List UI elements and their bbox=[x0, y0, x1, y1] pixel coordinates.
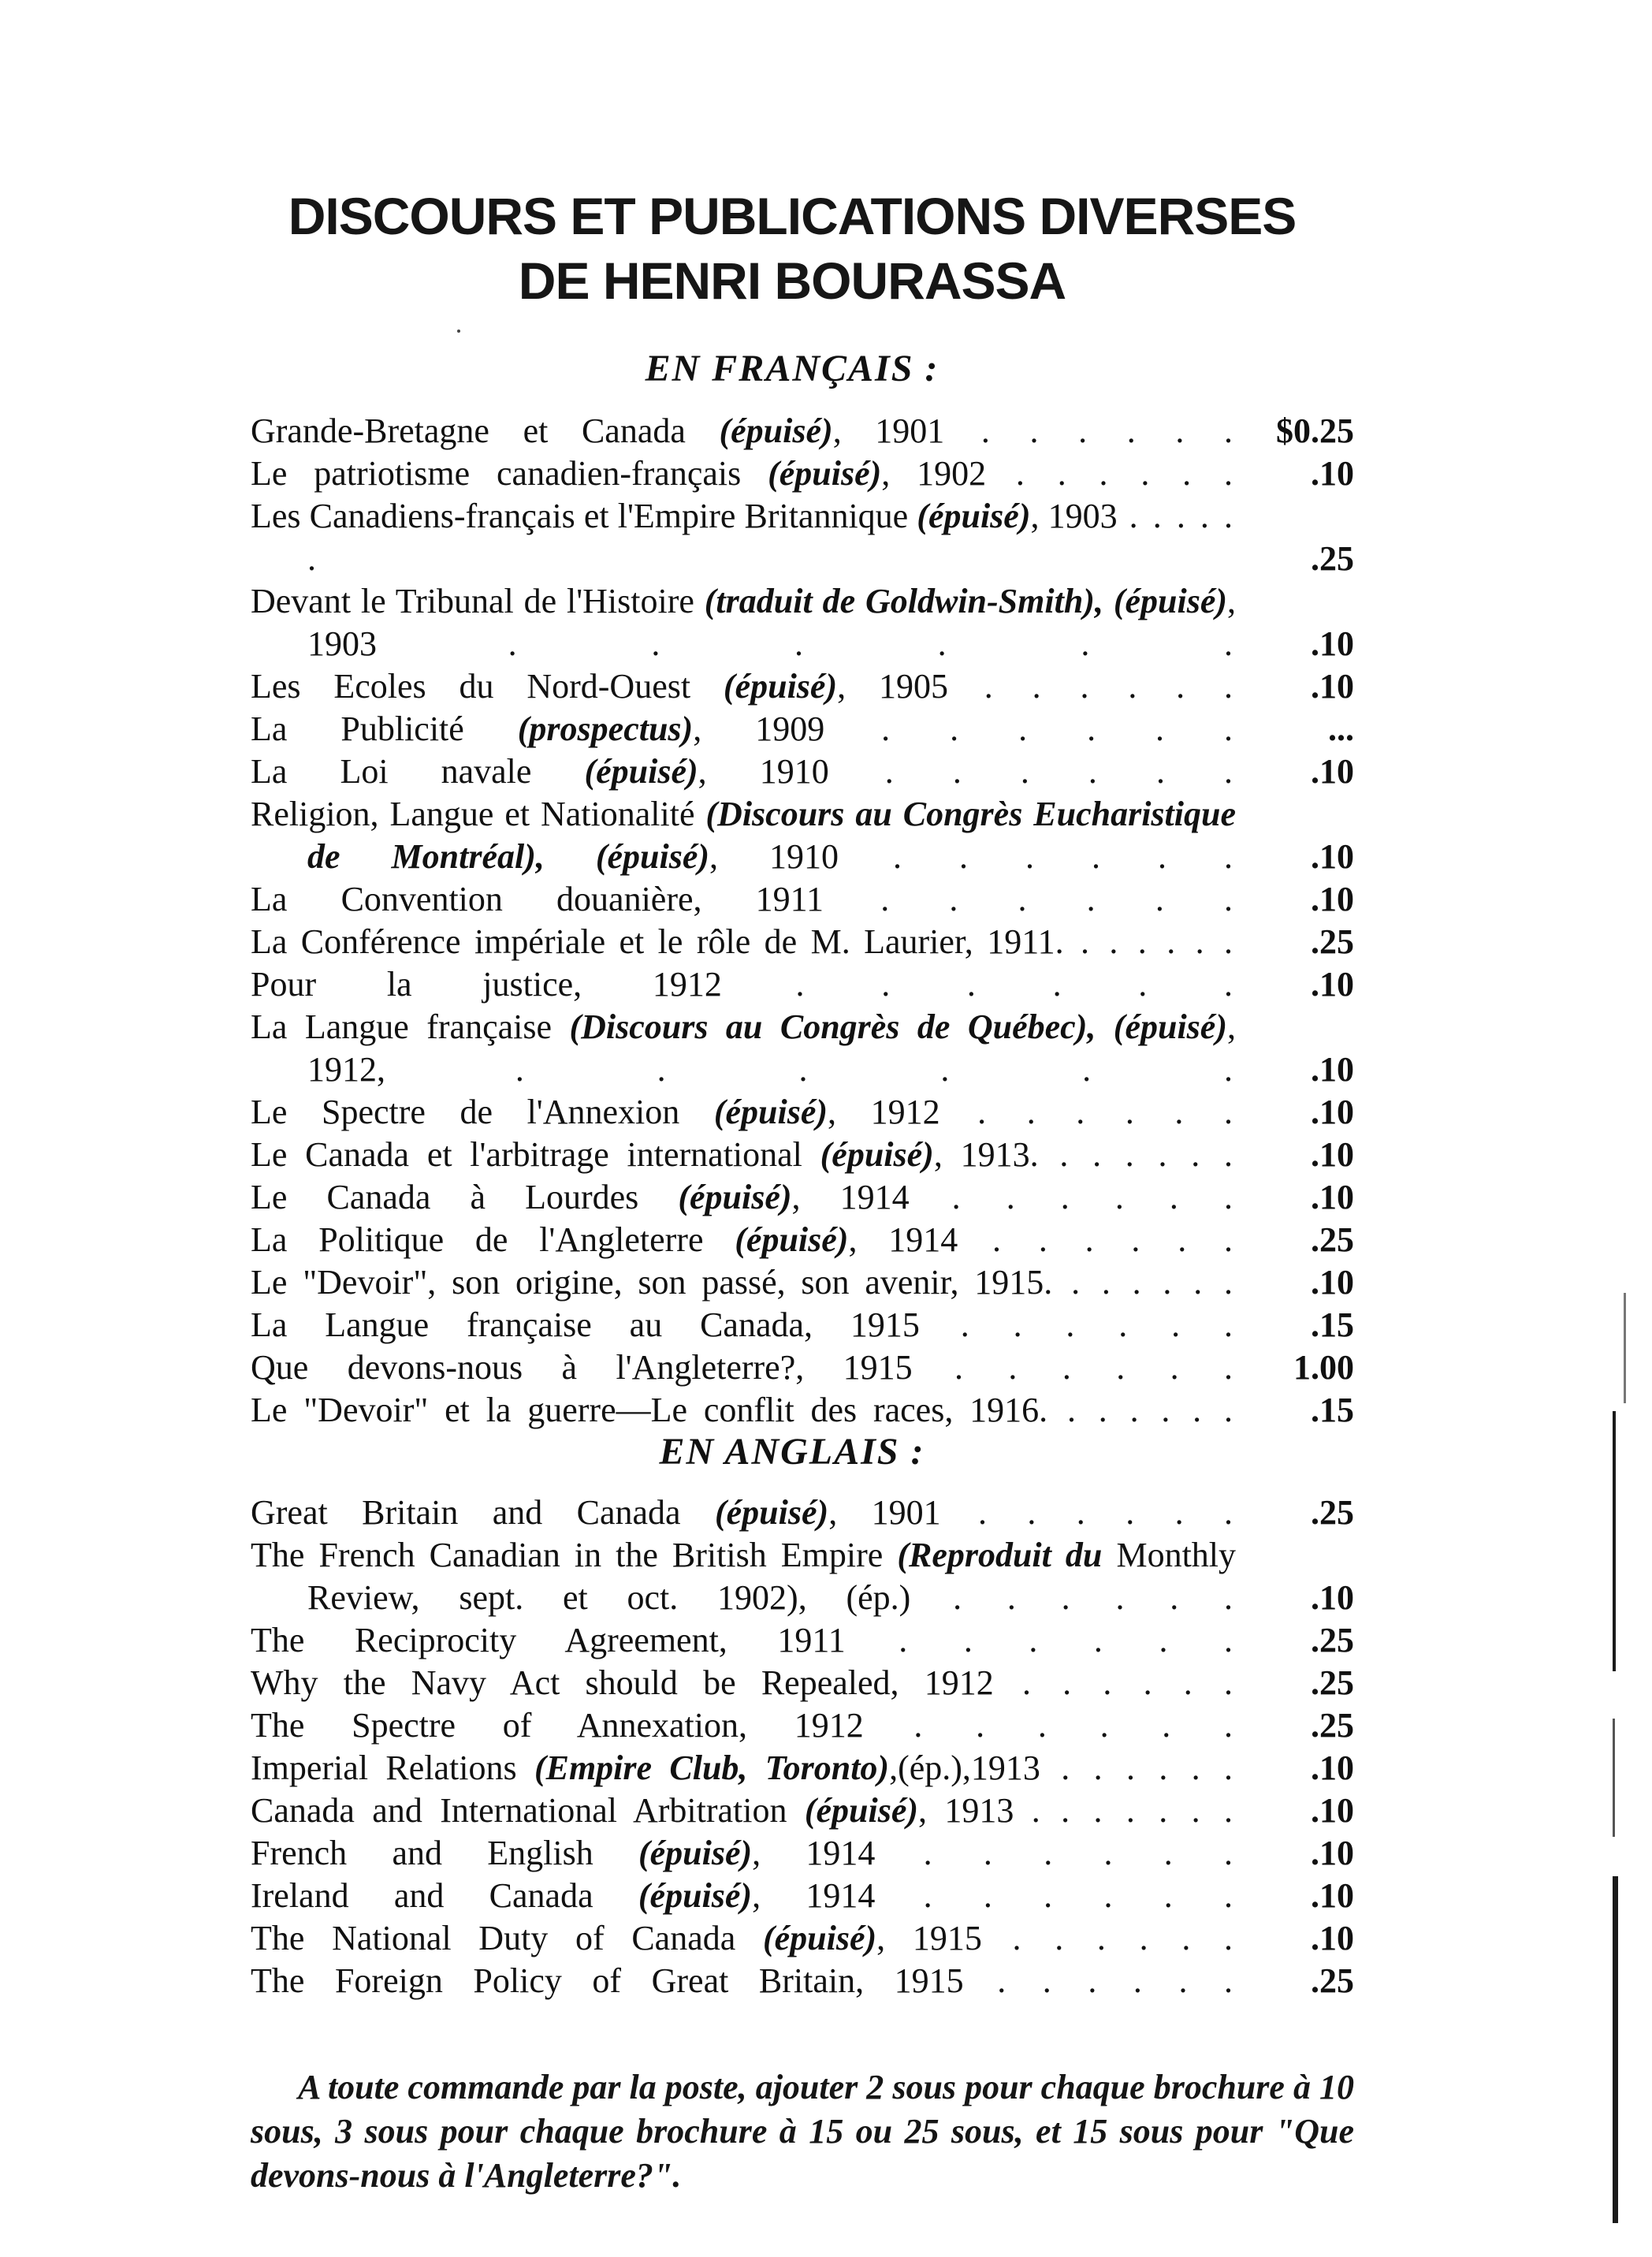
title-text: Grande-Bretagne et Canada bbox=[251, 412, 720, 450]
title-italic-note: (épuisé) bbox=[713, 1093, 828, 1131]
title-year: Monthly Review, sept. et oct. 1902), (ép.) bbox=[307, 1536, 1237, 1617]
title-text: Le Spectre de l'Annexion bbox=[251, 1093, 714, 1131]
dot-leader: . . . . . . bbox=[875, 1834, 1236, 1872]
dot-leader: . . . . . . bbox=[910, 1578, 1237, 1617]
publication-price: .25 bbox=[1311, 539, 1354, 578]
title-year: , 1910 bbox=[709, 837, 839, 876]
publication-entry bbox=[251, 793, 1354, 878]
publication-title bbox=[251, 580, 1236, 665]
publication-price: .10 bbox=[1311, 965, 1354, 1004]
publication-price: .25 bbox=[1311, 1706, 1354, 1745]
title-text: The French Canadian in the British Empire bbox=[251, 1536, 898, 1574]
publication-price: .10 bbox=[1311, 667, 1354, 706]
dot-leader: . . . . . . bbox=[875, 1876, 1237, 1915]
title-text: La Langue française au Canada, 1915 bbox=[251, 1305, 920, 1344]
publication-title bbox=[251, 1492, 1236, 1534]
title-italic-note: (Discours au Congrès Eucharistique de Montréal), (épuisé) bbox=[307, 795, 1236, 876]
publication-entry bbox=[251, 1917, 1354, 1960]
dot-leader: . . . . . . bbox=[944, 412, 1237, 450]
publication-entry bbox=[251, 963, 1354, 1006]
publication-title bbox=[251, 1219, 1236, 1261]
publication-title bbox=[251, 1875, 1236, 1917]
title-text: Ireland and Canada bbox=[251, 1876, 638, 1915]
publication-entry bbox=[251, 1619, 1354, 1662]
publication-title bbox=[251, 1304, 1236, 1346]
scan-edge-mark bbox=[1613, 1719, 1615, 1837]
page-title-line-2: DE HENRI BOURASSA bbox=[518, 251, 1066, 310]
publication-title bbox=[251, 495, 1236, 580]
publication-price: .10 bbox=[1311, 1791, 1354, 1830]
dot-leader: . . . . . . bbox=[963, 1961, 1237, 2000]
publication-title bbox=[251, 410, 1236, 453]
publication-price: .25 bbox=[1311, 1663, 1354, 1702]
title-italic-note: (Discours au Congrès de Québec), (épuisé) bbox=[569, 1007, 1227, 1046]
dot-leader: . . . . . . bbox=[981, 1919, 1237, 1957]
dot-leader: . . . . . . bbox=[1040, 1791, 1237, 1830]
title-year: , 1913. bbox=[933, 1135, 1039, 1174]
publication-title bbox=[251, 1346, 1236, 1389]
title-text: Le "Devoir" et la guerre—Le conflit des races, 1916. bbox=[251, 1391, 1048, 1429]
title-year: , 1914 bbox=[752, 1876, 876, 1915]
publication-entry bbox=[251, 1662, 1354, 1704]
title-year: , 1902 bbox=[881, 454, 987, 493]
dot-leader: . . . . . . bbox=[940, 1493, 1237, 1532]
publication-price: .10 bbox=[1311, 1093, 1354, 1131]
publication-price: .25 bbox=[1311, 1493, 1354, 1532]
title-text: La Convention douanière, 1911 bbox=[251, 880, 824, 918]
publication-list-french bbox=[251, 410, 1354, 1432]
publication-entry bbox=[251, 1134, 1354, 1176]
publication-entry bbox=[251, 1006, 1354, 1091]
title-italic-note: (épuisé) bbox=[804, 1791, 919, 1830]
dot-leader: . . . . . . bbox=[1040, 1749, 1237, 1787]
publication-entry bbox=[251, 1960, 1354, 2002]
dot-leader: . . . . . . bbox=[385, 1050, 1236, 1089]
publication-entry bbox=[251, 1832, 1354, 1875]
publication-price: .25 bbox=[1311, 922, 1354, 961]
title-text: Canada and International Arbitration bbox=[251, 1791, 805, 1830]
title-year: , 1903 bbox=[1030, 497, 1118, 535]
title-year: , 1914 bbox=[791, 1178, 910, 1216]
dot-leader: . . . . . . bbox=[1063, 922, 1237, 961]
title-text: The Spectre of Annexation, 1912 bbox=[251, 1706, 864, 1745]
publication-entry bbox=[251, 410, 1354, 453]
dot-leader: . . . . . . bbox=[721, 965, 1237, 1004]
dot-leader: . . . . . . bbox=[845, 1621, 1236, 1659]
title-text: La Politique de l'Angleterre bbox=[251, 1220, 735, 1259]
scan-edge-mark bbox=[1613, 1411, 1616, 1671]
title-italic-note: (épuisé) bbox=[678, 1178, 792, 1216]
dot-leader: . . . . . . bbox=[824, 880, 1236, 918]
publication-entry bbox=[251, 1534, 1354, 1619]
title-text: French and English bbox=[251, 1834, 638, 1872]
dot-leader: . . . . . . bbox=[1052, 1263, 1236, 1302]
publication-title bbox=[251, 1091, 1236, 1134]
title-italic-note: (traduit de Goldwin-Smith), (épuisé) bbox=[704, 582, 1227, 620]
publication-title bbox=[251, 1790, 1236, 1832]
title-year: , 1912, bbox=[307, 1007, 1236, 1089]
title-text: La Publicité bbox=[251, 710, 518, 748]
publication-title bbox=[251, 708, 1236, 750]
publication-entry bbox=[251, 1091, 1354, 1134]
page-title-line-1: DISCOURS ET PUBLICATIONS DIVERSES bbox=[288, 187, 1297, 245]
publication-price: .15 bbox=[1311, 1391, 1354, 1429]
title-italic-note: (épuisé) bbox=[768, 454, 882, 493]
title-text: Les Canadiens-français et l'Empire Britannique bbox=[251, 497, 917, 535]
publication-entry bbox=[251, 580, 1354, 665]
title-italic-note: (épuisé) bbox=[735, 1220, 849, 1259]
publication-entry bbox=[251, 708, 1354, 750]
title-year: , 1901 bbox=[832, 412, 945, 450]
publication-title bbox=[251, 1917, 1236, 1960]
publication-price: .10 bbox=[1311, 752, 1354, 791]
dot-leader: . . . . . . bbox=[1047, 1391, 1236, 1429]
publication-price: .10 bbox=[1311, 1178, 1354, 1216]
publication-price: .10 bbox=[1311, 1263, 1354, 1302]
publication-price: .10 bbox=[1311, 1834, 1354, 1872]
publication-entry bbox=[251, 665, 1354, 708]
title-text: Les Ecoles du Nord-Ouest bbox=[251, 667, 724, 706]
title-italic-note: (épuisé) bbox=[917, 497, 1031, 535]
publication-entry bbox=[251, 878, 1354, 921]
publication-price: .10 bbox=[1311, 1749, 1354, 1787]
publication-title bbox=[251, 1832, 1236, 1875]
title-year: ,(ép.),1913 bbox=[889, 1749, 1040, 1787]
publication-title bbox=[251, 1389, 1236, 1432]
title-year: , 1903 bbox=[307, 582, 1236, 663]
publication-entry bbox=[251, 495, 1354, 580]
publication-entry bbox=[251, 1704, 1354, 1747]
publication-title bbox=[251, 453, 1236, 495]
title-italic-note: (épuisé) bbox=[762, 1919, 877, 1957]
dot-leader: . . . . . . bbox=[993, 1663, 1236, 1702]
publication-price: .10 bbox=[1311, 1919, 1354, 1957]
title-text: La Langue française bbox=[251, 1007, 570, 1046]
title-year: , 1910 bbox=[698, 752, 829, 791]
title-text: The Reciprocity Agreement, 1911 bbox=[251, 1621, 846, 1659]
title-text: Le Canada et l'arbitrage international bbox=[251, 1135, 820, 1174]
scan-speck bbox=[457, 330, 460, 333]
title-text: Great Britain and Canada bbox=[251, 1493, 715, 1532]
publication-entry bbox=[251, 1492, 1354, 1534]
publication-title bbox=[251, 1534, 1236, 1619]
title-year: , 1914 bbox=[752, 1834, 876, 1872]
title-year: , 1914 bbox=[848, 1220, 958, 1259]
publication-entry bbox=[251, 453, 1354, 495]
dot-leader: . . . . . . bbox=[839, 837, 1237, 876]
dot-leader: . . . . . . bbox=[824, 710, 1236, 748]
publication-entry bbox=[251, 1176, 1354, 1219]
dot-leader: . . . . . . bbox=[377, 624, 1236, 663]
title-year: , 1901 bbox=[828, 1493, 941, 1532]
title-text: Que devons-nous à l'Angleterre?, 1915 bbox=[251, 1348, 913, 1387]
dot-leader: . . . . . . bbox=[939, 1093, 1237, 1131]
title-text: The National Duty of Canada bbox=[251, 1919, 763, 1957]
title-text: Imperial Relations bbox=[251, 1749, 534, 1787]
publication-price: .10 bbox=[1311, 454, 1354, 493]
publication-title bbox=[251, 793, 1236, 878]
title-italic-note: (épuisé) bbox=[584, 752, 698, 791]
publication-title bbox=[251, 1960, 1236, 2002]
publication-price: $0.25 bbox=[1276, 412, 1354, 450]
publication-price: .25 bbox=[1311, 1621, 1354, 1659]
title-italic-note: (épuisé) bbox=[723, 667, 838, 706]
publication-price: .10 bbox=[1311, 1578, 1354, 1617]
dot-leader: . . . . . . bbox=[307, 497, 1237, 578]
publication-title bbox=[251, 665, 1236, 708]
publication-entry bbox=[251, 1304, 1354, 1346]
publication-price: 1.00 bbox=[1293, 1348, 1354, 1387]
title-italic-note: (épuisé) bbox=[638, 1876, 753, 1915]
title-italic-note: (prospectus) bbox=[517, 710, 694, 748]
publication-price: ... bbox=[1328, 710, 1354, 748]
title-year: , 1909 bbox=[693, 710, 825, 748]
publication-entry bbox=[251, 921, 1354, 963]
title-text: The Foreign Policy of Great Britain, 1915 bbox=[251, 1961, 964, 2000]
title-italic-note: (épuisé) bbox=[820, 1135, 934, 1174]
publication-entry bbox=[251, 1875, 1354, 1917]
dot-leader: . . . . . . bbox=[1038, 1135, 1237, 1174]
publication-entry bbox=[251, 1346, 1354, 1389]
title-text: Le patriotisme canadien-français bbox=[251, 454, 768, 493]
title-text: Le "Devoir", son origine, son passé, son avenir, 1915. bbox=[251, 1263, 1053, 1302]
publication-price: .10 bbox=[1311, 837, 1354, 876]
dot-leader: . . . . . . bbox=[909, 1178, 1237, 1216]
publication-price: .10 bbox=[1311, 880, 1354, 918]
title-year: , 1905 bbox=[837, 667, 948, 706]
dot-leader: . . . . . . bbox=[912, 1348, 1237, 1387]
section-heading-english: EN ANGLAIS : bbox=[659, 1431, 925, 1473]
publication-price: .25 bbox=[1311, 1220, 1354, 1259]
publication-entry bbox=[251, 1219, 1354, 1261]
title-year: , 1915 bbox=[876, 1919, 982, 1957]
publication-entry bbox=[251, 1389, 1354, 1432]
title-italic-note: (épuisé) bbox=[715, 1493, 829, 1532]
publication-entry bbox=[251, 750, 1354, 793]
title-italic-note: (épuisé) bbox=[719, 412, 833, 450]
publication-entry bbox=[251, 1261, 1354, 1304]
publication-price: .10 bbox=[1311, 1050, 1354, 1089]
title-year: , 1913 . bbox=[918, 1791, 1040, 1830]
title-text: Devant le Tribunal de l'Histoire bbox=[251, 582, 705, 620]
publication-price: .10 bbox=[1311, 1135, 1354, 1174]
title-text: Le Canada à Lourdes bbox=[251, 1178, 679, 1216]
dot-leader: . . . . . . bbox=[919, 1305, 1236, 1344]
publication-title bbox=[251, 1006, 1236, 1091]
publication-title bbox=[251, 1704, 1236, 1747]
dot-leader: . . . . . . bbox=[828, 752, 1237, 791]
publication-price: .25 bbox=[1311, 1961, 1354, 2000]
section-heading-french: EN FRANÇAIS : bbox=[645, 348, 939, 389]
dot-leader: . . . . . . bbox=[958, 1220, 1237, 1259]
publication-title bbox=[251, 1176, 1236, 1219]
publication-title bbox=[251, 1261, 1236, 1304]
publication-title bbox=[251, 750, 1236, 793]
publication-price: .10 bbox=[1311, 1876, 1354, 1915]
scan-edge-mark bbox=[1624, 1293, 1626, 1403]
title-italic-note: (épuisé) bbox=[638, 1834, 753, 1872]
publication-entry bbox=[251, 1790, 1354, 1832]
publication-title bbox=[251, 1662, 1236, 1704]
publication-title bbox=[251, 963, 1236, 1006]
publication-entry bbox=[251, 1747, 1354, 1790]
title-text: Why the Navy Act should be Repealed, 1912 bbox=[251, 1663, 994, 1702]
scan-edge-mark bbox=[1613, 1876, 1618, 2223]
title-text: La Loi navale bbox=[251, 752, 585, 791]
title-italic-note: (Empire Club, Toronto) bbox=[534, 1749, 890, 1787]
title-italic-note: (Reproduit du bbox=[897, 1536, 1103, 1574]
publication-title bbox=[251, 1619, 1236, 1662]
dot-leader: . . . . . . bbox=[947, 667, 1237, 706]
title-year: , 1912 bbox=[828, 1093, 940, 1131]
publication-list-english bbox=[251, 1492, 1354, 2002]
dot-leader: . . . . . . bbox=[863, 1706, 1237, 1745]
publication-title bbox=[251, 921, 1236, 963]
publication-price: .10 bbox=[1311, 624, 1354, 663]
title-text: Religion, Langue et Nationalité bbox=[251, 795, 706, 833]
ordering-note: A toute commande par la poste, ajouter 2 sous pour chaque brochure à 10 sous, 3 sous pour chaque brochure à 15 ou 25 sous, et 15 sous pour "Que devons-nous à l'Angleterre?". bbox=[251, 2068, 1354, 2195]
dot-leader: . . . . . . bbox=[986, 454, 1236, 493]
title-text: Pour la justice, 1912 bbox=[251, 965, 722, 1004]
publication-title bbox=[251, 878, 1236, 921]
publication-price: .15 bbox=[1311, 1305, 1354, 1344]
title-text: La Conférence impériale et le rôle de M. Laurier, 1911. bbox=[251, 922, 1064, 961]
publication-title bbox=[251, 1747, 1236, 1790]
publication-title bbox=[251, 1134, 1236, 1176]
